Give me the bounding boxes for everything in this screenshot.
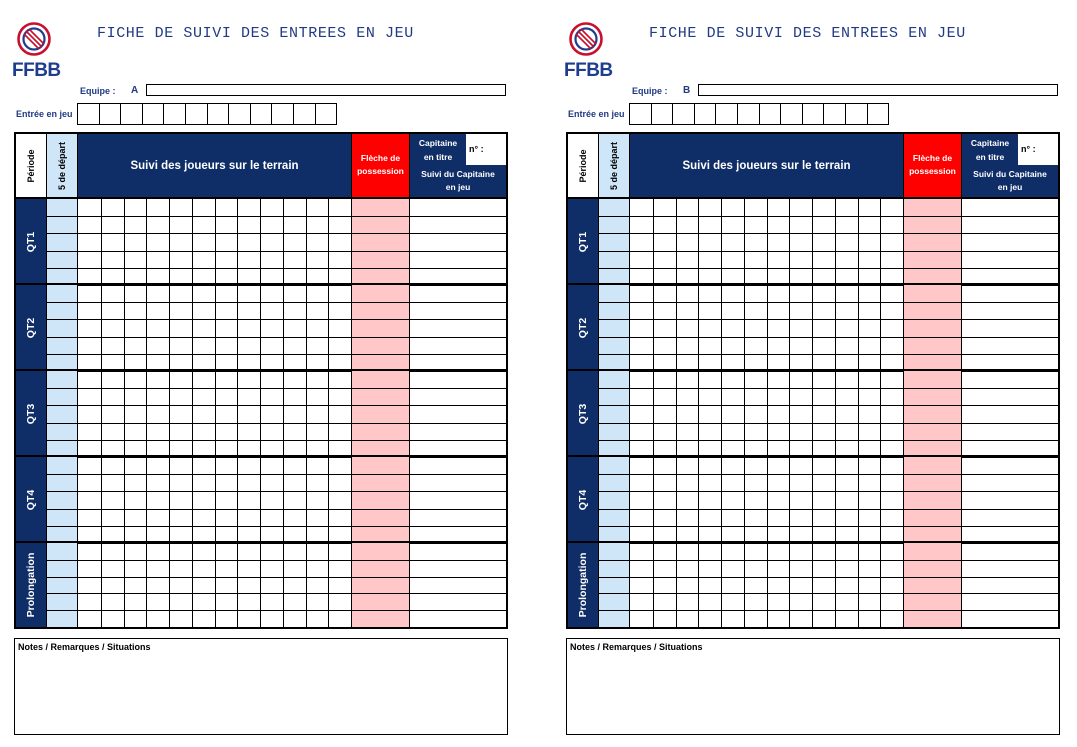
depart-column[interactable] [47, 371, 78, 457]
player-col-line [767, 457, 768, 543]
period-separator [568, 455, 1058, 458]
player-col-line [721, 457, 722, 543]
header-periode: Période [568, 134, 599, 198]
player-col-line [328, 199, 329, 285]
logo-text: FFBB [12, 60, 61, 81]
depart-column[interactable] [47, 457, 78, 543]
row-line [599, 440, 1058, 441]
period-separator [16, 283, 506, 286]
entree-cell[interactable] [142, 103, 165, 125]
period-label-text: Prolongation [25, 552, 37, 618]
player-col-line [146, 371, 147, 457]
period-separator [568, 541, 1058, 544]
player-col-line [306, 543, 307, 627]
row-line [47, 509, 506, 510]
row-line [47, 233, 506, 234]
player-col-line [767, 543, 768, 627]
player-col-line [283, 199, 284, 285]
row-line [47, 577, 506, 578]
period-label [16, 285, 47, 371]
row-line [47, 216, 506, 217]
row-line [599, 474, 1058, 475]
row-line [599, 593, 1058, 594]
player-col-line [858, 199, 859, 285]
period-label [16, 371, 47, 457]
player-col-line [744, 543, 745, 627]
depart-column[interactable] [47, 285, 78, 371]
entree-cells [630, 103, 889, 125]
entree-cell[interactable] [185, 103, 208, 125]
row-line [599, 423, 1058, 424]
basketball-icon [569, 22, 603, 56]
row-line [599, 354, 1058, 355]
player-col-line [283, 457, 284, 543]
player-col-line [101, 457, 102, 543]
header-depart: 5 de départ [47, 134, 78, 198]
player-col-line [192, 371, 193, 457]
player-col-line [192, 543, 193, 627]
player-col-line [260, 457, 261, 543]
player-col-line [169, 543, 170, 627]
depart-column[interactable] [599, 371, 630, 457]
header-fleche-possession: Flèche de possession [351, 134, 410, 198]
player-col-line [283, 285, 284, 371]
player-col-line [653, 543, 654, 627]
player-col-line [653, 457, 654, 543]
player-col-line [812, 371, 813, 457]
player-col-line [767, 371, 768, 457]
header-numero[interactable]: n° : [466, 134, 506, 165]
period-label [16, 543, 47, 627]
player-col-line [744, 285, 745, 371]
row-line [599, 388, 1058, 389]
player-col-line [192, 285, 193, 371]
row-line [599, 251, 1058, 252]
entree-cell[interactable] [823, 103, 846, 125]
fleche-column[interactable] [903, 543, 962, 627]
player-col-line [169, 199, 170, 285]
player-col-line [215, 199, 216, 285]
player-col-line [328, 543, 329, 627]
player-col-line [124, 457, 125, 543]
row-line [599, 337, 1058, 338]
row-line [47, 423, 506, 424]
player-col-line [789, 199, 790, 285]
player-col-line [306, 371, 307, 457]
player-col-line [812, 199, 813, 285]
row-line [47, 302, 506, 303]
entree-cell[interactable] [271, 103, 294, 125]
player-col-line [812, 543, 813, 627]
row-line [47, 337, 506, 338]
player-col-line [328, 285, 329, 371]
row-line [599, 526, 1058, 527]
header-capitaine: Capitaine en titre [410, 134, 466, 165]
fleche-column[interactable] [903, 457, 962, 543]
fleche-column[interactable] [903, 285, 962, 371]
entree-cell[interactable] [250, 103, 273, 125]
row-line [599, 233, 1058, 234]
ffbb-logo [12, 22, 61, 84]
header-numero[interactable]: n° : [1018, 134, 1058, 165]
fleche-column[interactable] [351, 543, 410, 627]
row-line [47, 354, 506, 355]
player-col-line [721, 543, 722, 627]
entree-cell[interactable] [228, 103, 251, 125]
player-col-line [215, 285, 216, 371]
player-col-line [698, 199, 699, 285]
player-col-line [146, 543, 147, 627]
depart-column[interactable] [47, 543, 78, 627]
player-col-line [676, 199, 677, 285]
period-label-text: QT1 [25, 231, 37, 253]
period-label-text: QT4 [577, 489, 589, 511]
row-line [47, 560, 506, 561]
entree-cell[interactable] [780, 103, 803, 125]
player-col-line [676, 371, 677, 457]
player-col-line [721, 199, 722, 285]
player-col-line [698, 543, 699, 627]
player-col-line [146, 457, 147, 543]
depart-column[interactable] [47, 199, 78, 285]
row-line [47, 526, 506, 527]
row-line [47, 251, 506, 252]
header-suivi-joueurs: Suivi des joueurs sur le terrain [630, 134, 903, 198]
player-col-line [192, 457, 193, 543]
player-col-line [169, 285, 170, 371]
notes-box[interactable] [566, 638, 1060, 735]
depart-column[interactable] [599, 285, 630, 371]
player-col-line [306, 285, 307, 371]
entree-cell[interactable] [629, 103, 652, 125]
player-col-line [146, 199, 147, 285]
player-col-line [789, 285, 790, 371]
player-col-line [767, 285, 768, 371]
row-line [599, 319, 1058, 320]
notes-box[interactable] [14, 638, 508, 735]
player-col-line [328, 457, 329, 543]
player-col-line [653, 285, 654, 371]
notes-label: Notes / Remarques / Situations [570, 642, 703, 652]
team-letter: A [131, 85, 139, 96]
player-col-line [744, 457, 745, 543]
period-label [568, 285, 599, 371]
period-separator [568, 369, 1058, 372]
period-label-text: QT2 [577, 317, 589, 339]
player-col-line [721, 371, 722, 457]
fleche-column[interactable] [351, 371, 410, 457]
player-col-line [767, 199, 768, 285]
entree-cell[interactable] [77, 103, 100, 125]
period-label-text: QT3 [577, 403, 589, 425]
row-line [47, 491, 506, 492]
player-col-line [260, 371, 261, 457]
header-depart: 5 de départ [599, 134, 630, 198]
player-col-line [101, 371, 102, 457]
player-col-line [835, 285, 836, 371]
entree-cell[interactable] [120, 103, 143, 125]
player-col-line [676, 543, 677, 627]
basketball-icon [17, 22, 51, 56]
row-line [599, 577, 1058, 578]
entree-cell[interactable] [163, 103, 186, 125]
player-col-line [835, 457, 836, 543]
player-col-line [653, 371, 654, 457]
player-col-line [192, 199, 193, 285]
entree-cell[interactable] [845, 103, 868, 125]
player-col-line [880, 199, 881, 285]
header-suivi-joueurs: Suivi des joueurs sur le terrain [78, 134, 351, 198]
player-col-line [858, 457, 859, 543]
row-line [599, 560, 1058, 561]
player-col-line [124, 543, 125, 627]
entree-cell[interactable] [759, 103, 782, 125]
notes-label: Notes / Remarques / Situations [18, 642, 151, 652]
row-line [47, 610, 506, 611]
period-label [568, 457, 599, 543]
player-col-line [306, 199, 307, 285]
player-col-line [835, 199, 836, 285]
player-col-line [124, 285, 125, 371]
player-col-line [237, 371, 238, 457]
player-col-line [880, 285, 881, 371]
player-col-line [812, 285, 813, 371]
entree-label: Entrée en jeu [16, 109, 73, 119]
player-col-line [744, 371, 745, 457]
entree-cell[interactable] [694, 103, 717, 125]
period-label [568, 543, 599, 627]
player-col-line [237, 543, 238, 627]
player-col-line [789, 371, 790, 457]
player-col-line [283, 543, 284, 627]
entree-cell[interactable] [672, 103, 695, 125]
tracking-grid [566, 132, 1060, 629]
row-line [599, 216, 1058, 217]
player-col-line [124, 199, 125, 285]
row-line [47, 405, 506, 406]
player-col-line [101, 285, 102, 371]
depart-column[interactable] [599, 543, 630, 627]
sheet-title: FICHE DE SUIVI DES ENTREES EN JEU [97, 25, 414, 42]
row-line [47, 593, 506, 594]
header-divider [568, 197, 1058, 199]
sheet-team-a [0, 0, 520, 747]
player-col-line [858, 285, 859, 371]
period-label-text: QT4 [25, 489, 37, 511]
entree-cell[interactable] [207, 103, 230, 125]
row-line [47, 440, 506, 441]
period-label-text: QT2 [25, 317, 37, 339]
player-col-line [676, 457, 677, 543]
period-label [16, 457, 47, 543]
entree-cells [78, 103, 337, 125]
player-col-line [237, 457, 238, 543]
entree-cell[interactable] [315, 103, 338, 125]
entree-cell[interactable] [715, 103, 738, 125]
player-col-line [328, 371, 329, 457]
entree-cell[interactable] [99, 103, 122, 125]
entree-cell[interactable] [867, 103, 890, 125]
player-col-line [789, 457, 790, 543]
period-separator [16, 369, 506, 372]
row-line [599, 509, 1058, 510]
player-col-line [835, 371, 836, 457]
logo-text: FFBB [564, 60, 613, 81]
header-fleche-possession: Flèche de possession [903, 134, 962, 198]
player-col-line [215, 371, 216, 457]
depart-column[interactable] [599, 199, 630, 285]
row-line [47, 268, 506, 269]
player-col-line [880, 543, 881, 627]
player-col-line [260, 199, 261, 285]
entree-cell[interactable] [651, 103, 674, 125]
row-line [599, 302, 1058, 303]
header-suivi-capitaine: Suivi du Capitaine en jeu [410, 165, 506, 198]
player-col-line [306, 457, 307, 543]
ffbb-logo [564, 22, 613, 84]
player-col-line [101, 543, 102, 627]
period-label [568, 371, 599, 457]
player-col-line [721, 285, 722, 371]
player-col-line [858, 543, 859, 627]
player-col-line [653, 199, 654, 285]
depart-column[interactable] [599, 457, 630, 543]
row-line [599, 610, 1058, 611]
fleche-column[interactable] [351, 285, 410, 371]
team-label: Equipe : [632, 86, 668, 96]
row-line [47, 474, 506, 475]
header-capitaine: Capitaine en titre [962, 134, 1018, 165]
player-col-line [260, 543, 261, 627]
player-col-line [169, 371, 170, 457]
team-name-field[interactable] [146, 84, 506, 96]
period-label-text: QT1 [577, 231, 589, 253]
tracking-grid [14, 132, 508, 629]
player-col-line [880, 457, 881, 543]
player-col-line [146, 285, 147, 371]
header-suivi-capitaine: Suivi du Capitaine en jeu [962, 165, 1058, 198]
player-col-line [880, 371, 881, 457]
player-col-line [812, 457, 813, 543]
player-col-line [237, 285, 238, 371]
period-label [568, 199, 599, 285]
entree-label: Entrée en jeu [568, 109, 625, 119]
row-line [599, 405, 1058, 406]
period-label-text: QT3 [25, 403, 37, 425]
player-col-line [858, 371, 859, 457]
fleche-column[interactable] [903, 199, 962, 285]
period-label-text: Prolongation [577, 552, 589, 618]
player-col-line [215, 457, 216, 543]
team-label: Equipe : [80, 86, 116, 96]
row-line [599, 268, 1058, 269]
entree-cell[interactable] [293, 103, 316, 125]
player-col-line [237, 199, 238, 285]
period-separator [16, 541, 506, 544]
team-name-field[interactable] [698, 84, 1058, 96]
row-line [599, 491, 1058, 492]
period-separator [568, 283, 1058, 286]
player-col-line [260, 285, 261, 371]
fleche-column[interactable] [351, 457, 410, 543]
entree-cell[interactable] [802, 103, 825, 125]
player-col-line [215, 543, 216, 627]
player-col-line [124, 371, 125, 457]
player-col-line [744, 199, 745, 285]
player-col-line [698, 285, 699, 371]
entree-cell[interactable] [737, 103, 760, 125]
row-line [47, 319, 506, 320]
player-col-line [835, 543, 836, 627]
sheet-title: FICHE DE SUIVI DES ENTREES EN JEU [649, 25, 966, 42]
player-col-line [789, 543, 790, 627]
player-col-line [283, 371, 284, 457]
team-letter: B [683, 85, 691, 96]
fleche-column[interactable] [351, 199, 410, 285]
row-line [47, 388, 506, 389]
period-label [16, 199, 47, 285]
player-col-line [676, 285, 677, 371]
player-col-line [169, 457, 170, 543]
player-col-line [698, 371, 699, 457]
sheet-team-b [552, 0, 1072, 747]
player-col-line [698, 457, 699, 543]
period-separator [16, 455, 506, 458]
header-divider [16, 197, 506, 199]
header-periode: Période [16, 134, 47, 198]
fleche-column[interactable] [903, 371, 962, 457]
player-col-line [101, 199, 102, 285]
